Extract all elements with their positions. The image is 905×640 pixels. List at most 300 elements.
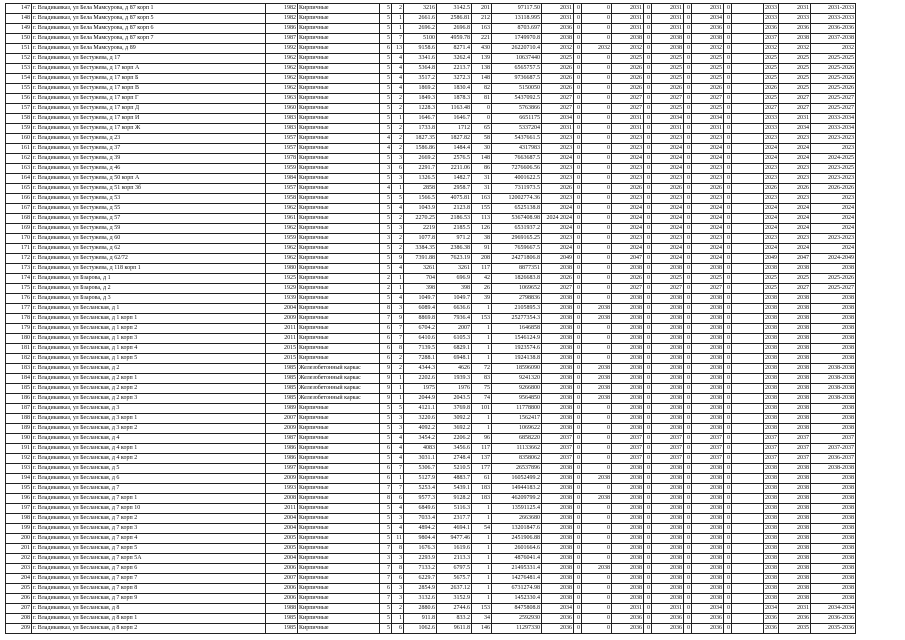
table-cell-residents[interactable]: 113 — [472, 214, 492, 224]
table-cell-year_4[interactable]: 0 — [684, 544, 692, 554]
table-cell-year_6[interactable]: 2024 — [779, 144, 811, 154]
table-cell-empty[interactable] — [732, 434, 764, 444]
table-cell-year[interactable]: 1957 — [266, 134, 298, 144]
table-cell-num[interactable]: 197 — [6, 504, 32, 514]
table-cell-area_total[interactable]: 1062.6 — [404, 624, 437, 634]
table-cell-floors[interactable]: 3 — [380, 554, 392, 564]
table-cell-cost[interactable]: 26220710.4 — [492, 44, 542, 54]
table-cell-entrances[interactable]: 5 — [392, 194, 404, 204]
table-cell-year_2[interactable]: 0 — [582, 154, 612, 164]
table-cell-empty[interactable] — [732, 154, 764, 164]
table-cell-entrances[interactable]: 1 — [392, 284, 404, 294]
table-cell-plan_year_1[interactable]: 2034 — [542, 604, 574, 614]
table-cell-year_5[interactable]: 0 — [724, 454, 732, 464]
table-cell-year_4[interactable]: 0 — [684, 574, 692, 584]
table-cell-num[interactable]: 185 — [6, 384, 32, 394]
table-cell-address[interactable]: г. Владикавказ, ул Бесланская, д 4 — [32, 434, 266, 444]
table-cell-cost[interactable]: 5337204 — [492, 124, 542, 134]
table-cell-area_total[interactable]: 1566.5 — [404, 194, 437, 204]
table-cell-floors[interactable]: 6 — [380, 474, 392, 484]
table-cell-year_6[interactable]: 2025 — [779, 64, 811, 74]
table-cell-empty[interactable] — [732, 104, 764, 114]
table-cell-year_2[interactable]: 0 — [582, 94, 612, 104]
table-cell-address[interactable]: г. Владикавказ, ул Бестужева, д 17 корп А — [32, 64, 266, 74]
table-cell-year_5[interactable]: 0 — [724, 294, 732, 304]
table-cell-cap_3[interactable]: 2026 — [652, 184, 684, 194]
table-cell-year_5[interactable]: 0 — [724, 234, 732, 244]
table-cell-material[interactable]: Кирпичные — [298, 584, 380, 594]
table-cell-material[interactable]: Железобетонный каркас — [298, 364, 380, 374]
table-cell-year_7[interactable]: 2036-2036 — [811, 614, 856, 624]
table-cell-cap_4[interactable]: 2038 — [692, 554, 724, 564]
table-cell-num[interactable]: 187 — [6, 404, 32, 414]
table-cell-year_4[interactable]: 0 — [684, 154, 692, 164]
table-cell-material[interactable]: Кирпичные — [298, 194, 380, 204]
table-cell-year_7[interactable]: 2033-2034 — [811, 114, 856, 124]
table-cell-year[interactable]: 2009 — [266, 474, 298, 484]
table-cell-year_2[interactable]: 0 — [582, 354, 612, 364]
table-cell-material[interactable]: Кирпичные — [298, 124, 380, 134]
table-cell-year_7[interactable]: 2038 — [811, 534, 856, 544]
table-cell-cap_1[interactable]: 0 — [574, 434, 582, 444]
table-cell-cap_3[interactable]: 2026 — [652, 84, 684, 94]
table-cell-num[interactable]: 191 — [6, 444, 32, 454]
table-cell-cap_4[interactable]: 2038 — [692, 394, 724, 404]
table-cell-year_6[interactable]: 2036 — [779, 24, 811, 34]
table-cell-year_2[interactable]: 2038 — [582, 474, 612, 484]
table-cell-cap_2[interactable]: 2031 — [612, 4, 644, 14]
table-cell-area_total[interactable]: 5306.7 — [404, 464, 437, 474]
table-cell-cap_3[interactable]: 2024 — [652, 144, 684, 154]
table-cell-empty[interactable] — [732, 344, 764, 354]
table-cell-area_living[interactable]: 696.9 — [437, 274, 472, 284]
table-cell-year_7[interactable]: 2038-2038 — [811, 464, 856, 474]
table-cell-cap_4[interactable]: 2024 — [692, 224, 724, 234]
table-cell-area_total[interactable]: 1975 — [404, 384, 437, 394]
table-cell-year_7[interactable]: 2023 — [811, 194, 856, 204]
table-cell-area_living[interactable]: 2123.8 — [437, 204, 472, 214]
table-cell-year_4[interactable]: 0 — [684, 24, 692, 34]
table-cell-year_7[interactable]: 2038 — [811, 264, 856, 274]
table-cell-cap_1[interactable]: 0 — [574, 54, 582, 64]
table-cell-cap_3[interactable]: 2038 — [652, 504, 684, 514]
table-cell-cost[interactable]: 8358062 — [492, 454, 542, 464]
table-cell-floors[interactable]: 5 — [380, 74, 392, 84]
table-cell-year_6[interactable]: 2038 — [779, 374, 811, 384]
table-cell-entrances[interactable]: 4 — [392, 264, 404, 274]
table-cell-entrances[interactable]: 7 — [392, 484, 404, 494]
table-cell-plan_year_1[interactable]: 2038 — [542, 534, 574, 544]
table-cell-cap_5[interactable]: 2038 — [764, 324, 779, 334]
table-cell-plan_year_1[interactable]: 2038 — [542, 264, 574, 274]
table-cell-residents[interactable]: 1 — [472, 504, 492, 514]
table-cell-empty[interactable] — [732, 594, 764, 604]
table-cell-floors[interactable]: 3 — [380, 164, 392, 174]
table-cell-empty[interactable] — [732, 284, 764, 294]
table-cell-entrances[interactable]: 2 — [392, 214, 404, 224]
table-cell-cost[interactable]: 1646858 — [492, 324, 542, 334]
table-cell-year_7[interactable]: 2038 — [811, 324, 856, 334]
table-cell-residents[interactable]: 1 — [472, 594, 492, 604]
table-cell-area_living[interactable]: 2211.06 — [437, 164, 472, 174]
table-cell-floors[interactable]: 5 — [380, 154, 392, 164]
table-cell-residents[interactable]: 1 — [472, 534, 492, 544]
table-cell-year[interactable]: 1984 — [266, 174, 298, 184]
table-cell-cost[interactable]: 13118.995 — [492, 14, 542, 24]
table-cell-address[interactable]: г. Владикавказ, ул Бела Мамсурова, д 89 — [32, 44, 266, 54]
table-cell-residents[interactable]: 39 — [472, 294, 492, 304]
table-cell-plan_year_1[interactable]: 2036 — [542, 624, 574, 634]
table-cell-residents[interactable]: 1 — [472, 424, 492, 434]
table-cell-num[interactable]: 200 — [6, 534, 32, 544]
table-cell-year_7[interactable]: 2038 — [811, 404, 856, 414]
table-cell-year_2[interactable]: 0 — [582, 624, 612, 634]
table-cell-cap_3[interactable]: 2038 — [652, 474, 684, 484]
table-cell-cap_5[interactable]: 2036 — [764, 624, 779, 634]
table-cell-year_3[interactable]: 0 — [644, 104, 652, 114]
table-cell-num[interactable]: 166 — [6, 194, 32, 204]
table-cell-empty[interactable] — [732, 354, 764, 364]
table-cell-residents[interactable]: 42 — [472, 274, 492, 284]
table-cell-year_6[interactable]: 2038 — [779, 414, 811, 424]
table-cell-year_2[interactable]: 0 — [582, 514, 612, 524]
table-cell-cap_3[interactable]: 2037 — [652, 454, 684, 464]
table-cell-plan_year_1[interactable]: 2038 — [542, 314, 574, 324]
table-cell-residents[interactable]: 212 — [472, 14, 492, 24]
table-cell-entrances[interactable]: 7 — [392, 324, 404, 334]
table-cell-year_2[interactable]: 0 — [582, 594, 612, 604]
table-cell-year_7[interactable]: 2038 — [811, 484, 856, 494]
table-cell-area_total[interactable]: 2202.6 — [404, 374, 437, 384]
table-cell-empty[interactable] — [732, 604, 764, 614]
table-cell-plan_year_1[interactable]: 2038 — [542, 324, 574, 334]
table-cell-cap_2[interactable]: 2023 — [612, 234, 644, 244]
table-cell-cap_2[interactable]: 2038 — [612, 424, 644, 434]
table-cell-plan_year_1[interactable]: 2038 — [542, 294, 574, 304]
table-cell-cap_3[interactable]: 2038 — [652, 364, 684, 374]
table-cell-cap_2[interactable]: 2023 — [612, 194, 644, 204]
table-cell-year_2[interactable]: 2038 — [582, 564, 612, 574]
table-cell-entrances[interactable]: 4 — [392, 524, 404, 534]
table-cell-year[interactable]: 1985 — [266, 624, 298, 634]
table-cell-cap_3[interactable]: 2023 — [652, 194, 684, 204]
table-cell-cap_1[interactable]: 0 — [574, 174, 582, 184]
table-cell-area_total[interactable]: 2854.9 — [404, 584, 437, 594]
table-cell-year_4[interactable]: 0 — [684, 184, 692, 194]
table-cell-residents[interactable]: 1 — [472, 344, 492, 354]
table-cell-cap_5[interactable]: 2038 — [764, 384, 779, 394]
table-cell-year[interactable]: 2005 — [266, 544, 298, 554]
table-cell-cost[interactable]: 14276481.4 — [492, 574, 542, 584]
table-cell-num[interactable]: 196 — [6, 494, 32, 504]
table-cell-cap_2[interactable]: 2038 — [612, 334, 644, 344]
table-cell-cap_3[interactable]: 2025 — [652, 74, 684, 84]
table-cell-material[interactable]: Кирпичные — [298, 264, 380, 274]
table-cell-year_4[interactable]: 0 — [684, 114, 692, 124]
table-cell-cap_4[interactable]: 2037 — [692, 434, 724, 444]
table-cell-address[interactable]: г. Владикавказ, ул Бесланская, д 4 корп 2 — [32, 454, 266, 464]
table-cell-cap_2[interactable]: 2027 — [612, 284, 644, 294]
table-cell-area_total[interactable]: 3261 — [404, 264, 437, 274]
table-cell-year_3[interactable]: 0 — [644, 234, 652, 244]
table-cell-year_6[interactable]: 2038 — [779, 524, 811, 534]
table-cell-cost[interactable]: 4876041.4 — [492, 554, 542, 564]
table-cell-cap_2[interactable]: 2038 — [612, 264, 644, 274]
table-cell-area_total[interactable]: 3031.1 — [404, 454, 437, 464]
table-cell-entrances[interactable]: 4 — [392, 434, 404, 444]
table-cell-empty[interactable] — [732, 204, 764, 214]
table-cell-address[interactable]: г. Владикавказ, ул Бзарова, д 2 — [32, 284, 266, 294]
table-cell-area_total[interactable]: 7139.5 — [404, 344, 437, 354]
table-cell-area_living[interactable]: 2586.81 — [437, 14, 472, 24]
table-cell-year_4[interactable]: 0 — [684, 384, 692, 394]
table-cell-address[interactable]: г. Владикавказ, ул Бесланская, д 8 — [32, 604, 266, 614]
table-cell-floors[interactable]: 5 — [380, 534, 392, 544]
table-cell-num[interactable]: 192 — [6, 454, 32, 464]
table-cell-num[interactable]: 207 — [6, 604, 32, 614]
table-cell-cap_4[interactable]: 2038 — [692, 414, 724, 424]
table-cell-entrances[interactable]: 2 — [392, 604, 404, 614]
table-cell-year_7[interactable]: 2025-2026 — [811, 274, 856, 284]
table-cell-cap_5[interactable]: 2038 — [764, 394, 779, 404]
table-cell-cost[interactable]: 14944183.2 — [492, 484, 542, 494]
table-cell-cap_5[interactable]: 2038 — [764, 474, 779, 484]
table-cell-area_total[interactable]: 4092.2 — [404, 424, 437, 434]
table-cell-address[interactable]: г. Владикавказ, ул Бесланская, д 2 — [32, 364, 266, 374]
table-cell-year_3[interactable]: 0 — [644, 604, 652, 614]
table-cell-cap_2[interactable]: 2023 — [612, 174, 644, 184]
table-cell-year_5[interactable]: 0 — [724, 474, 732, 484]
table-cell-area_living[interactable]: 3261 — [437, 264, 472, 274]
table-cell-year_2[interactable]: 0 — [582, 554, 612, 564]
table-cell-floors[interactable]: 2 — [380, 274, 392, 284]
table-cell-cost[interactable]: 5437661.5 — [492, 134, 542, 144]
table-cell-area_living[interactable]: 9611.8 — [437, 624, 472, 634]
table-cell-cap_2[interactable]: 2037 — [612, 434, 644, 444]
table-cell-area_total[interactable]: 1733.8 — [404, 124, 437, 134]
table-cell-empty[interactable] — [732, 84, 764, 94]
table-cell-cap_5[interactable]: 2025 — [764, 64, 779, 74]
table-cell-year_7[interactable]: 2026-2026 — [811, 184, 856, 194]
table-cell-cap_3[interactable]: 2038 — [652, 544, 684, 554]
table-cell-cap_3[interactable]: 2025 — [652, 274, 684, 284]
table-cell-floors[interactable]: 9 — [380, 384, 392, 394]
table-cell-address[interactable]: г. Владикавказ, ул Бестужева, д 17 корп И — [32, 114, 266, 124]
table-cell-floors[interactable]: 5 — [380, 434, 392, 444]
table-cell-num[interactable]: 198 — [6, 514, 32, 524]
table-cell-year_7[interactable]: 2023-2023 — [811, 174, 856, 184]
table-cell-cap_4[interactable]: 2038 — [692, 584, 724, 594]
table-cell-material[interactable]: Кирпичные — [298, 94, 380, 104]
table-cell-address[interactable]: г. Владикавказ, ул Бесланская, д 3 — [32, 404, 266, 414]
table-cell-residents[interactable]: 1 — [472, 544, 492, 554]
table-cell-residents[interactable]: 58 — [472, 134, 492, 144]
table-cell-empty[interactable] — [732, 494, 764, 504]
table-cell-year_6[interactable]: 2038 — [779, 264, 811, 274]
table-cell-year_3[interactable]: 0 — [644, 374, 652, 384]
table-cell-year_3[interactable]: 0 — [644, 434, 652, 444]
table-cell-year[interactable]: 1986 — [266, 444, 298, 454]
table-cell-year_5[interactable]: 0 — [724, 414, 732, 424]
table-cell-year_5[interactable]: 0 — [724, 204, 732, 214]
table-cell-material[interactable]: Кирпичные — [298, 254, 380, 264]
table-cell-area_total[interactable]: 2270.25 — [404, 214, 437, 224]
table-cell-year_7[interactable]: 2023-2023 — [811, 234, 856, 244]
table-cell-cap_1[interactable]: 0 — [574, 424, 582, 434]
table-cell-cap_5[interactable]: 2037 — [764, 454, 779, 464]
table-cell-year_2[interactable]: 0 — [582, 4, 612, 14]
table-cell-area_total[interactable]: 4121.1 — [404, 404, 437, 414]
table-cell-year_7[interactable]: 2024 — [811, 244, 856, 254]
table-cell-year_2[interactable]: 0 — [582, 444, 612, 454]
table-cell-cap_2[interactable]: 2038 — [612, 364, 644, 374]
table-cell-cap_3[interactable]: 2038 — [652, 264, 684, 274]
table-cell-year_3[interactable]: 0 — [644, 454, 652, 464]
table-cell-plan_year_1[interactable]: 2024 — [542, 204, 574, 214]
table-cell-year[interactable]: 1962 — [266, 204, 298, 214]
table-cell-year_4[interactable]: 0 — [684, 494, 692, 504]
table-cell-year_3[interactable]: 0 — [644, 294, 652, 304]
table-cell-cap_1[interactable]: 0 — [574, 494, 582, 504]
table-cell-year[interactable]: 1963 — [266, 94, 298, 104]
table-cell-area_total[interactable]: 6849.6 — [404, 504, 437, 514]
table-cell-empty[interactable] — [732, 424, 764, 434]
table-cell-cap_2[interactable]: 2024 — [612, 214, 644, 224]
table-cell-cap_1[interactable]: 0 — [574, 114, 582, 124]
table-cell-year_6[interactable]: 2036 — [779, 614, 811, 624]
table-cell-year_6[interactable]: 2023 — [779, 134, 811, 144]
table-cell-year[interactable]: 1997 — [266, 464, 298, 474]
table-cell-cap_4[interactable]: 2038 — [692, 544, 724, 554]
table-cell-material[interactable]: Кирпичные — [298, 504, 380, 514]
table-cell-residents[interactable]: 30 — [472, 144, 492, 154]
table-cell-cap_1[interactable]: 0 — [574, 604, 582, 614]
table-cell-cap_3[interactable]: 2024 — [652, 224, 684, 234]
table-cell-year_3[interactable]: 0 — [644, 244, 652, 254]
table-cell-cap_5[interactable]: 2026 — [764, 84, 779, 94]
table-cell-entrances[interactable]: 1 — [392, 274, 404, 284]
table-cell-address[interactable]: г. Владикавказ, ул Бесланская, д 2 корп 2 — [32, 384, 266, 394]
table-cell-cap_2[interactable]: 2038 — [612, 394, 644, 404]
table-cell-year_7[interactable]: 2038 — [811, 344, 856, 354]
table-cell-year_4[interactable]: 0 — [684, 334, 692, 344]
table-cell-year_6[interactable]: 2038 — [779, 364, 811, 374]
table-cell-year_3[interactable]: 0 — [644, 624, 652, 634]
table-cell-cap_2[interactable]: 2038 — [612, 464, 644, 474]
table-cell-area_living[interactable]: 5439.1 — [437, 484, 472, 494]
table-cell-cost[interactable]: 2663680 — [492, 514, 542, 524]
table-cell-area_total[interactable]: 2219 — [404, 224, 437, 234]
table-cell-num[interactable]: 172 — [6, 254, 32, 264]
table-cell-empty[interactable] — [732, 314, 764, 324]
table-cell-year_4[interactable]: 0 — [684, 504, 692, 514]
table-cell-cap_1[interactable]: 0 — [574, 484, 582, 494]
table-cell-year_4[interactable]: 0 — [684, 424, 692, 434]
table-cell-year_5[interactable]: 0 — [724, 494, 732, 504]
table-cell-num[interactable]: 209 — [6, 624, 32, 634]
table-cell-num[interactable]: 168 — [6, 214, 32, 224]
table-cell-residents[interactable]: 0 — [472, 114, 492, 124]
table-cell-material[interactable]: Кирпичные — [298, 104, 380, 114]
table-cell-plan_year_1[interactable]: 2038 — [542, 504, 574, 514]
table-cell-floors[interactable]: 6 — [380, 354, 392, 364]
table-cell-cap_2[interactable]: 2023 — [612, 144, 644, 154]
table-cell-cap_4[interactable]: 2037 — [692, 444, 724, 454]
table-cell-area_living[interactable]: 5675.7 — [437, 574, 472, 584]
table-cell-plan_year_1[interactable]: 2037 — [542, 444, 574, 454]
table-cell-material[interactable]: Кирпичные — [298, 404, 380, 414]
table-cell-year[interactable]: 1962 — [266, 244, 298, 254]
table-cell-address[interactable]: г. Владикавказ, ул Бестужева, д 51 корп 3б — [32, 184, 266, 194]
table-cell-residents[interactable]: 1 — [472, 564, 492, 574]
table-cell-cap_4[interactable]: 2036 — [692, 614, 724, 624]
table-cell-year_4[interactable]: 0 — [684, 84, 692, 94]
table-cell-cost[interactable]: 7311973.5 — [492, 184, 542, 194]
table-cell-year_2[interactable]: 0 — [582, 194, 612, 204]
table-cell-floors[interactable]: 9 — [380, 374, 392, 384]
table-cell-cap_4[interactable]: 2026 — [692, 84, 724, 94]
table-cell-cap_5[interactable]: 2038 — [764, 594, 779, 604]
table-cell-address[interactable]: г. Владикавказ, ул Бесланская, д 8 корп 1 — [32, 614, 266, 624]
table-cell-cap_1[interactable]: 0 — [574, 374, 582, 384]
table-cell-cap_2[interactable]: 2038 — [612, 524, 644, 534]
table-cell-year_6[interactable]: 2031 — [779, 114, 811, 124]
table-cell-entrances[interactable]: 2 — [392, 134, 404, 144]
table-cell-year_4[interactable]: 0 — [684, 534, 692, 544]
table-cell-cap_5[interactable]: 2038 — [764, 354, 779, 364]
table-cell-area_total[interactable]: 6089.4 — [404, 304, 437, 314]
table-cell-material[interactable]: Кирпичные — [298, 34, 380, 44]
table-cell-entrances[interactable]: 8 — [392, 344, 404, 354]
table-cell-area_living[interactable]: 2576.5 — [437, 154, 472, 164]
table-cell-year[interactable]: 1959 — [266, 234, 298, 244]
table-cell-cap_5[interactable]: 2038 — [764, 544, 779, 554]
table-cell-floors[interactable]: 5 — [380, 94, 392, 104]
table-cell-residents[interactable]: 153 — [472, 314, 492, 324]
table-cell-material[interactable]: Кирпичные — [298, 414, 380, 424]
table-cell-empty[interactable] — [732, 484, 764, 494]
table-cell-residents[interactable]: 83 — [472, 374, 492, 384]
table-cell-cap_2[interactable]: 2024 — [612, 154, 644, 164]
table-cell-entrances[interactable]: 2 — [392, 4, 404, 14]
table-cell-empty[interactable] — [732, 474, 764, 484]
table-cell-year_3[interactable]: 0 — [644, 194, 652, 204]
table-cell-empty[interactable] — [732, 514, 764, 524]
table-cell-year[interactable]: 1962 — [266, 224, 298, 234]
table-cell-plan_year_1[interactable]: 2038 — [542, 384, 574, 394]
table-cell-address[interactable]: г. Владикавказ, ул Бестужева, д 17 корп В — [32, 84, 266, 94]
table-cell-year[interactable]: 2015 — [266, 354, 298, 364]
table-cell-year_3[interactable]: 0 — [644, 44, 652, 54]
table-cell-cap_3[interactable]: 2024 — [652, 204, 684, 214]
table-cell-cap_3[interactable]: 2037 — [652, 434, 684, 444]
table-cell-area_living[interactable]: 1163.48 — [437, 104, 472, 114]
table-cell-residents[interactable]: 430 — [472, 44, 492, 54]
table-cell-cap_5[interactable]: 2033 — [764, 124, 779, 134]
table-cell-cap_4[interactable]: 2038 — [692, 424, 724, 434]
table-cell-area_total[interactable]: 6704.2 — [404, 324, 437, 334]
table-cell-year_2[interactable]: 0 — [582, 544, 612, 554]
table-cell-plan_year_1[interactable]: 2027 — [542, 104, 574, 114]
table-cell-cap_4[interactable]: 2038 — [692, 574, 724, 584]
table-cell-cap_5[interactable]: 2023 — [764, 234, 779, 244]
table-cell-area_living[interactable]: 2007 — [437, 324, 472, 334]
table-cell-year_7[interactable]: 2038 — [811, 354, 856, 364]
table-cell-cap_5[interactable]: 2038 — [764, 364, 779, 374]
table-cell-material[interactable]: Кирпичные — [298, 54, 380, 64]
table-cell-cap_4[interactable]: 2038 — [692, 314, 724, 324]
table-cell-year_5[interactable]: 0 — [724, 184, 732, 194]
